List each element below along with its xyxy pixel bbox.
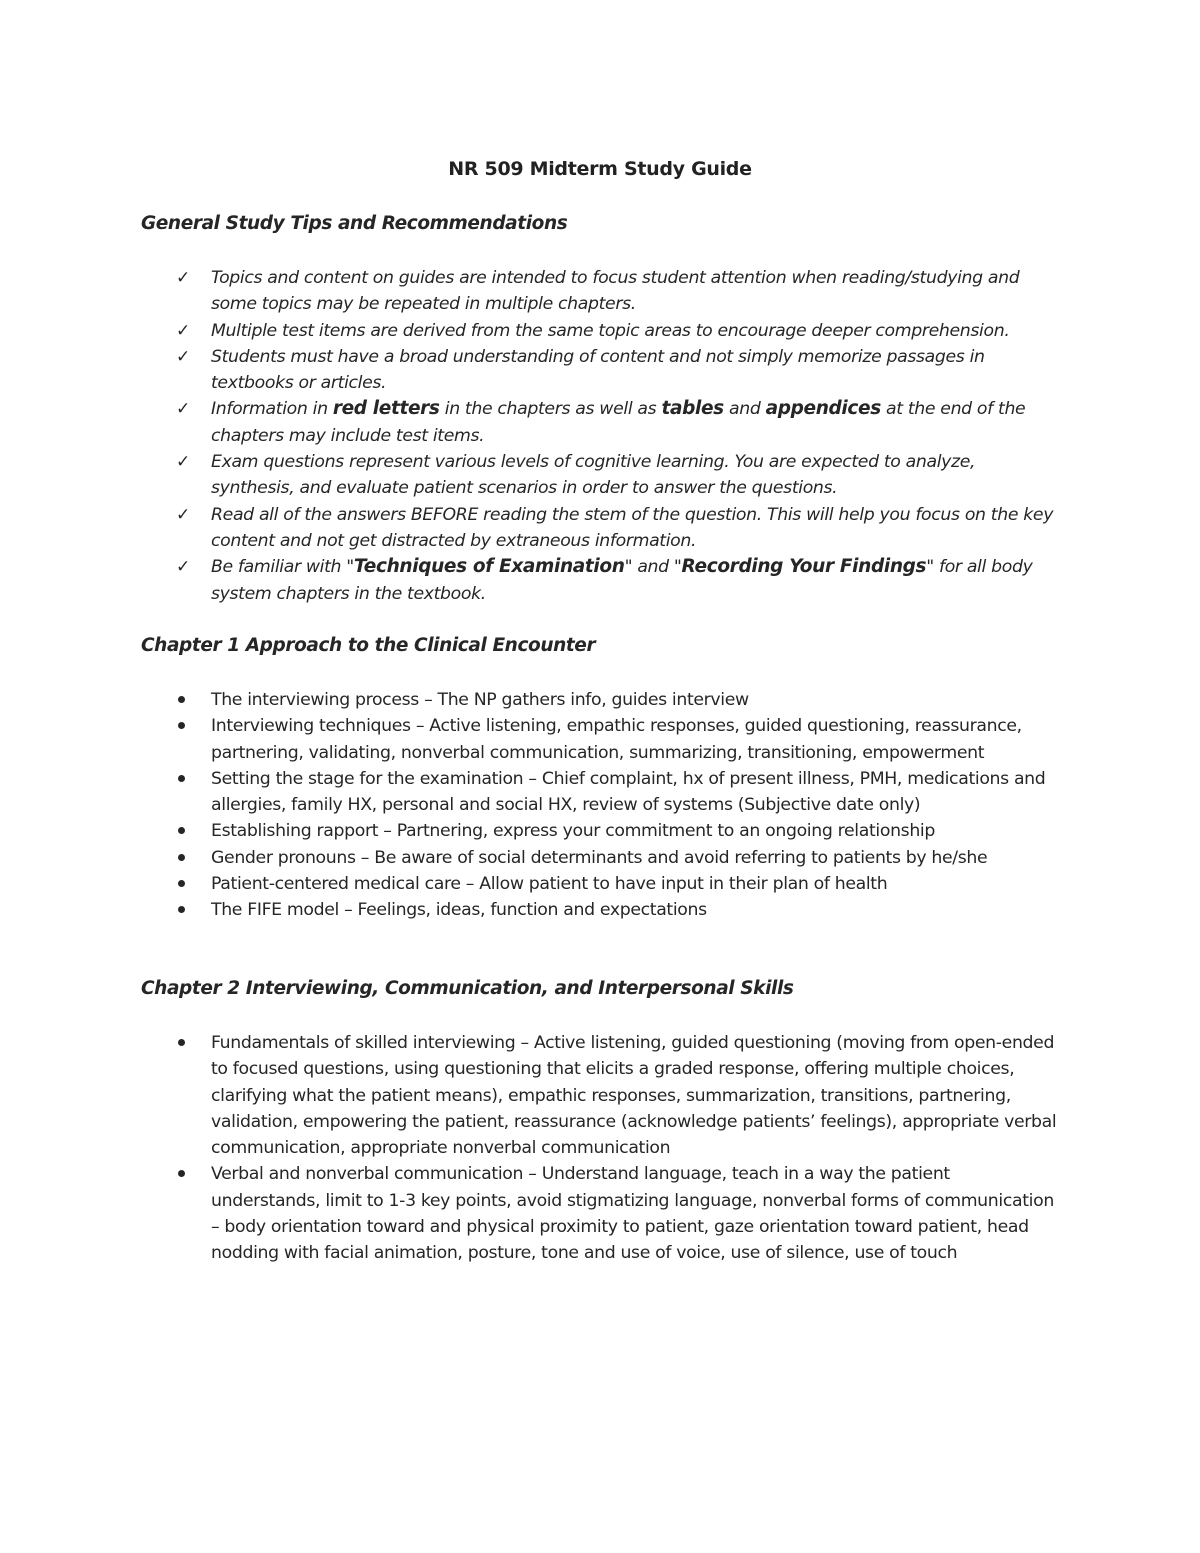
list-item: ✓ Multiple test items are derived from the same topic areas to encourage deeper comprehension. — [0, 318, 1061, 344]
list-item: Patient-centered medical care – Allow patient to have input in their plan of health — [0, 871, 1061, 897]
list-item: ✓ Read all of the answers BEFORE reading the stem of the question. This will help you focus on the key content and not get distracted by extraneous information. — [0, 502, 1061, 555]
list-item: Setting the stage for the examination – Chief complaint, hx of present illness, PMH, medications and allergies, family HX, personal and social HX, review of systems (Subjective date only) — [0, 766, 1061, 819]
checkmark-icon: ✓ — [176, 268, 190, 288]
list-item: Verbal and nonverbal communication – Understand language, teach in a way the patient understands, limit to 1-3 key points, avoid stigmatizing language, nonverbal forms of communication – body orientation toward and physical proximity to patient, gaze orientation toward patient, head nodding with facial animation, posture, tone and use of voice, use of silence, use of touch — [0, 1161, 1061, 1266]
list-item: ✓ Students must have a broad understanding of content and not simply memorize passages in textbooks or articles. — [0, 344, 1061, 397]
emphasis-red-letters: red letters — [332, 398, 440, 420]
list-item: ✓ Be familiar with "Techniques of Examination" and "Recording Your Findings" for all body system chapters in the textbook. — [176, 556, 1033, 604]
list-item: ✓ Topics and content on guides are intended to focus student attention when reading/studying and some topics may be repeated in multiple chapters. — [0, 265, 1061, 318]
list-item: ✓ Exam questions represent various levels of cognitive learning. You are expected to analyze, synthesis, and evaluate patient scenarios in order to answer the questions. — [0, 449, 1061, 502]
emphasis-appendices: appendices — [765, 398, 881, 420]
list-item: ✓ Information in red letters in the chapters as well as tables and appendices at the end of the chapters may include test items. — [176, 398, 1026, 446]
list-item: The interviewing process – The NP gathers info, guides interview — [0, 687, 1061, 713]
section-heading-chapter-2: Chapter 2 Interviewing, Communication, and Interpersonal Skills — [141, 978, 794, 999]
emphasis-techniques-of-examination: Techniques of Examination — [353, 556, 625, 578]
study-tips-list — [0, 265, 1200, 607]
section-heading-chapter-1: Chapter 1 Approach to the Clinical Encounter — [141, 635, 596, 656]
emphasis-tables: tables — [661, 398, 724, 420]
section-heading-study-tips: General Study Tips and Recommendations — [141, 213, 568, 234]
checkmark-icon: ✓ — [176, 504, 190, 525]
emphasis-recording-your-findings: Recording Your Findings — [681, 556, 927, 578]
list-item: Gender pronouns – Be aware of social determinants and avoid referring to patients by he/she — [0, 845, 1061, 871]
chapter-1-list — [0, 687, 1200, 924]
checkmark-icon: ✓ — [176, 346, 190, 367]
page-title: NR 509 Midterm Study Guide — [448, 158, 752, 180]
checkmark-icon: ✓ — [176, 452, 190, 473]
checkmark-icon: ✓ — [176, 557, 190, 578]
checkmark-icon: ✓ — [176, 320, 190, 341]
list-item: Interviewing techniques – Active listening, empathic responses, guided questioning, reassurance, partnering, validating, nonverbal communication, summarizing, transitioning, empowerment — [0, 713, 1061, 766]
chapter-2-list — [0, 1030, 1200, 1267]
list-item: Fundamentals of skilled interviewing – Active listening, guided questioning (moving from open-ended to focused questions, using questioning that elicits a graded response, offering multiple choices, clarifying what the patient means), empathic responses, summarization, transitions, partnering, validation, empowering the patient, reassurance (acknowledge patients’ feelings), appropriate verbal communication, appropriate nonverbal communication — [0, 1030, 1061, 1161]
list-item: Establishing rapport – Partnering, express your commitment to an ongoing relationship — [0, 818, 1061, 844]
checkmark-icon: ✓ — [176, 399, 190, 420]
list-item: The FIFE model – Feelings, ideas, function and expectations — [0, 897, 1061, 923]
